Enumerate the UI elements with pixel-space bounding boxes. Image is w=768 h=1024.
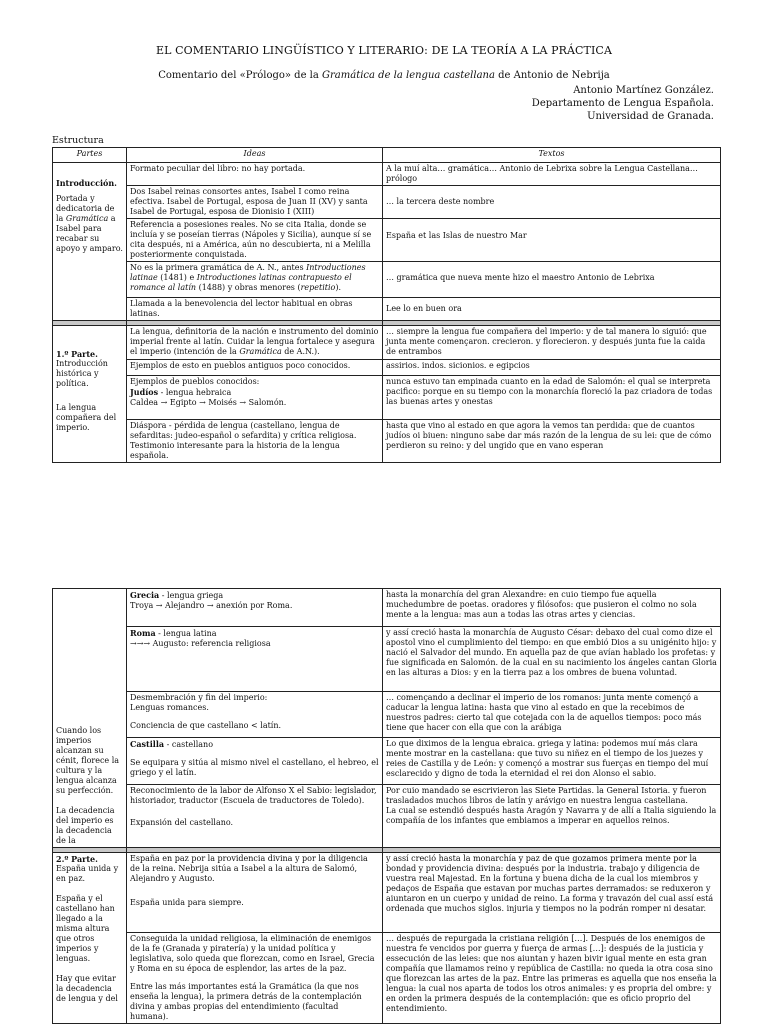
author-block	[532, 84, 714, 123]
texto-cell: hasta la monarchía del gran Alexandre: en cuio tiempo fue aquella muchedumbre de poetas. oradores y filósofos: que pusieron el colmo no sola mente a la lengua: mas aun a todas las otras artes y ciencias.	[383, 589, 721, 627]
texto-cell	[383, 219, 721, 262]
idea-italic: Introductiones latinas contrapuesto el romance al latín	[130, 273, 352, 292]
idea-cell: Ejemplos de esto en pueblos antiguos poco conocidos.	[127, 360, 383, 376]
idea-text: Desmembración y fin del imperio:	[130, 693, 268, 703]
table-row	[53, 376, 721, 420]
idea-cell	[127, 784, 383, 847]
part-description: Cuando los imperios alcanzan su cénit, florece la cultura y la lengua alcanza su perfección.	[56, 726, 120, 795]
texto-text: La cual se estendió después hasta Aragón y Navarra y de allí a Italia siguiendo la compañía de los infantes que embiamos a imperar en aquellos reinos.	[386, 805, 717, 825]
texto-cell: y assí creció hasta la monarchía de Augusto César: debaxo del cual como dize el apostol vino el cumplimiento del tiempo: en que embió Dios a su unigénito hijo: y nació el Salvador del mundo. En aquella paz de que avían hablado los profetas: y fue significada en Salomón. de la cual en su nacimiento los ángeles cantan Gloria en las alturas a Dios: y en la tierra paz a los ombres de buena voluntad.	[383, 626, 721, 691]
texto-cell	[383, 262, 721, 298]
texto-cell: hasta que vino al estado en que agora la vemos tan perdida: que de cuantos judíos oi biuen: ninguno sabe dar más razón de la lengua de su lei: que de cómo perdieron su reino: y del ungido que en vano esperan	[383, 420, 721, 463]
idea-bold: Judíos	[130, 387, 159, 397]
idea-text: No es la primera gramática de A. N., antes	[130, 263, 307, 272]
idea-text: Conciencia de que castellano < latín.	[130, 721, 282, 731]
idea-text: ).	[335, 283, 342, 292]
part-cell-segunda	[53, 853, 127, 1024]
idea-cell	[127, 853, 383, 933]
idea-cell	[127, 376, 383, 420]
subtitle-italic: Gramática de la lengua castellana	[322, 70, 495, 81]
idea-text: Se equipara y sitúa al mismo nivel el castellano, el hebreo, el griego y el latín.	[130, 758, 379, 778]
idea-cell	[127, 692, 383, 738]
table-row	[53, 298, 721, 321]
subtitle-pre: Comentario del «Prólogo» de la	[158, 70, 323, 81]
idea-italic: Introductiones latinae	[130, 263, 366, 282]
structure-table-2	[52, 588, 721, 1024]
table-row	[53, 933, 721, 1024]
texto-cell	[383, 186, 721, 219]
desc-text: a Isabel para recabar su apoyo y amparo.	[56, 214, 123, 253]
texto-cell: … después de repurgada la cristiana religión […]. Después de los enemigos de nuestra fe vencidos por guerra y fuerça de armas […]: después de la justicia y essecución de las leies: que nos aiuntan y hazen bivir igual mente en esta gran compañía que llamamos reino y república de Castilla: no queda ia otra cosa sino que florezcan las artes de la paz. Entre las primeras es aquella que nos enseña la lengua: la cual nos aparta de todos los otros animales: y es propria del ombre: y en orden la primera después de la contemplación: que es oficio proprio del entendimiento.	[383, 933, 721, 1024]
author-department: Departamento de Lengua Española.	[531, 98, 714, 109]
table-row	[53, 853, 721, 933]
idea-line	[130, 387, 379, 398]
table-header-row	[53, 148, 721, 163]
desc-italic: Gramática	[65, 214, 109, 223]
idea-text: España unida para siempre.	[130, 898, 244, 907]
idea-text: - castellano	[164, 740, 214, 750]
idea-cell	[127, 589, 383, 627]
table-row	[53, 326, 721, 360]
author-university: Universidad de Granada.	[587, 111, 714, 122]
table-row	[53, 186, 721, 219]
idea-text: - lengua griega	[159, 591, 224, 600]
idea-text: Expansión del castellano.	[130, 817, 234, 827]
idea-cell: Diáspora - pérdida de lengua (castellano, lengua de sefarditas: judeo-español o sefardita) y crítica religiosa. Testimonio interesante para la historia de la lengua española.	[127, 420, 383, 463]
part-description: España y el castellano han llegado a la misma altura que otros imperios y lenguas.	[56, 894, 115, 963]
table-row	[53, 360, 721, 376]
desc-text: Portada y dedicatoria de la	[56, 194, 115, 223]
table-row	[53, 219, 721, 262]
table-row	[53, 692, 721, 738]
idea-cell	[127, 326, 383, 360]
texto-cell: … siempre la lengua fue compañera del imperio: y de tal manera lo siguió: que junta mente començaron. crecieron. y florecieron. y después junta fue la caida de entrambos	[383, 326, 721, 360]
idea-text: (1488) y obras menores (	[196, 283, 301, 292]
texto-cell	[383, 784, 721, 847]
table-row	[53, 163, 721, 186]
texto-cell: y assí creció hasta la monarchía y paz de que gozamos primera mente por la bondad y providencia divina: después por la industria. trabajo y diligencia de vuestra real Majestad. En la fortuna y buena dicha de la cual los miembros y pedaços de España que estavan por muchas partes derramados: se reduxeron y aiuntaron en un cuerpo y unidad de reino. La forma y travazón del cual assí está ordenada que muchos siglos. injuria y tiempos no la podrán romper ni desatar.	[383, 853, 721, 933]
idea-cell: Referencia a posesiones reales. No se cita Italia, donde se incluía y se poseían tierras (Nápoles y Sicilia), aunque sí se cita después, ni a América, aún no descubierta, ni a Melilla posteriormente conquistada.	[127, 219, 383, 262]
texto-cell: A la muí alta… gramática… Antonio de Lebrixa sobre la Lengua Castellana… prólogo	[383, 163, 721, 186]
texto-cell: assirios. indos. sicionios. e egipcios	[383, 360, 721, 376]
idea-text: de A.N.).	[281, 347, 320, 356]
texto-cell	[383, 298, 721, 321]
table-row	[53, 784, 721, 847]
idea-bold: Roma	[130, 627, 156, 638]
idea-text: - lengua hebraica	[158, 388, 232, 397]
idea-text: España en paz por la providencia divina y por la diligencia de la reina. Nebrija sitúa a Isabel a la altura de Salomó, Alejandro y Augusto.	[130, 854, 368, 883]
idea-cell: Dos Isabel reinas consortes antes, Isabel I como reina efectiva. Isabel de Portugal, esposa de Juan II (XV) y santa Isabel de Portugal, esposa de Dionisio I (XIII)	[127, 186, 383, 219]
idea-cell: Formato peculiar del libro: no hay portada.	[127, 163, 383, 186]
idea-cell	[127, 933, 383, 1024]
section-label: Estructura	[52, 135, 104, 146]
part-title: 2.º Parte.	[56, 854, 98, 864]
texto-text: España et las Islas de nuestro Mar	[386, 231, 527, 240]
idea-text: La lengua, definitoria de la nación e instrumento del dominio imperial frente al latín. Cuidar la lengua fortalece y asegura el imperio (intención de la	[130, 327, 379, 356]
part-cell-continuation	[53, 589, 127, 848]
idea-text: (1481) e	[157, 273, 197, 282]
structure-table-1	[52, 147, 721, 463]
idea-cell: Llamada a la benevolencia del lector habitual en obras latinas.	[127, 298, 383, 321]
idea-bold: Grecia	[130, 590, 160, 600]
idea-text: Reconocimiento de la labor de Alfonso X el Sabio: legislador, historiador, traductor (Escuela de traductores de Toledo).	[130, 785, 377, 805]
idea-text: Conseguida la unidad religiosa, la eliminación de enemigos de la fe (Granada y piratería) y la unidad política y legislativa, solo queda que florezcan, como en Israel, Grecia y Roma en su época de esplendor, las artes de la paz.	[130, 934, 375, 973]
header-ideas: Ideas	[127, 148, 383, 163]
idea-text: Caldea → Egipto → Moisés → Salomón.	[130, 398, 287, 407]
part-title: Introducción.	[56, 178, 117, 188]
part-description: Hay que evitar la decadencia de lengua y del	[56, 974, 118, 1003]
texto-text: … gramática que nueva mente hizo el maestro Antonio de Lebrixa	[386, 273, 655, 282]
texto-text: … la tercera deste nombre	[386, 197, 495, 206]
texto-cell: nunca estuvo tan empinada cuanto en la edad de Salomón: el qual se interpreta pacifico: porque en su tiempo con la monarchía floreció la paz criadora de todas las buenas artes y onestas	[383, 376, 721, 420]
part-description: La decadencia del imperio es la decadencia de la	[56, 806, 115, 845]
idea-text: Ejemplos de pueblos conocidos:	[130, 377, 260, 386]
texto-text: Lee lo en buen ora	[386, 304, 462, 313]
document-title: EL COMENTARIO LINGÜÍSTICO Y LITERARIO: DE LA TEORÍA A LA PRÁCTICA	[156, 44, 612, 57]
texto-cell: … començando a declinar el imperio de los romanos: junta mente començó a caducar la lengua latina: hasta que vino al estado en que la recebimos de nuestros padres: cierto tal que cotejada con la de aquellos tiempos: poco más tiene que hacer con ella que con la arábiga	[383, 692, 721, 738]
idea-cell	[127, 262, 383, 298]
table-row	[53, 738, 721, 784]
idea-italic: Gramática	[239, 347, 282, 356]
idea-cell	[127, 738, 383, 784]
part-cell-primera	[53, 326, 127, 463]
part-description: España unida y en paz.	[56, 864, 119, 883]
part-description	[56, 194, 123, 254]
idea-bold: Castilla	[130, 739, 165, 750]
part-description: La lengua compañera del imperio.	[56, 403, 117, 432]
idea-cell	[127, 626, 383, 691]
document-subtitle	[0, 70, 768, 81]
table-row	[53, 262, 721, 298]
table-row	[53, 626, 721, 691]
part-description: Introducción histórica y política.	[56, 359, 108, 388]
part-title: 1.º Parte.	[56, 349, 98, 359]
idea-text: Entre las más importantes está la Gramática (la que nos enseña la lengua), la primera detrás de la contemplación divina y ambas propias del entendimiento (facultad humana).	[130, 982, 362, 1021]
header-partes: Partes	[53, 148, 127, 163]
part-cell-introduccion	[53, 163, 127, 321]
idea-text: →→→ Augusto: referencia religiosa	[130, 638, 271, 648]
table-row	[53, 420, 721, 463]
idea-text: - lengua latina	[155, 628, 217, 638]
subtitle-post: de Antonio de Nebrija	[494, 70, 610, 81]
texto-cell: Lo que diximos de la lengua ebraica. griega y latina: podemos muí más clara mente mostrar en la castellana: que tuvo su niñez en el tiempo de los juezes y reies de Castilla y de León: y començó a mostrar sus fuerças en tiempo del muí esclarecido y digno de toda la eternidad el rei don Alonso el sabio.	[383, 738, 721, 784]
idea-text: Lenguas romances.	[130, 703, 209, 713]
header-textos: Textos	[383, 148, 721, 163]
texto-text: Por cuio mandado se escrivieron las Siete Partidas. la General Istoria. y fueron trasladados muchos libros de latín y arávigo en nuestra lengua castellana.	[386, 785, 707, 805]
idea-text: Troya → Alejandro → anexión por Roma.	[130, 601, 293, 610]
author-name: Antonio Martínez González.	[573, 85, 714, 96]
table-row	[53, 589, 721, 627]
idea-italic: repetitio	[300, 283, 336, 292]
